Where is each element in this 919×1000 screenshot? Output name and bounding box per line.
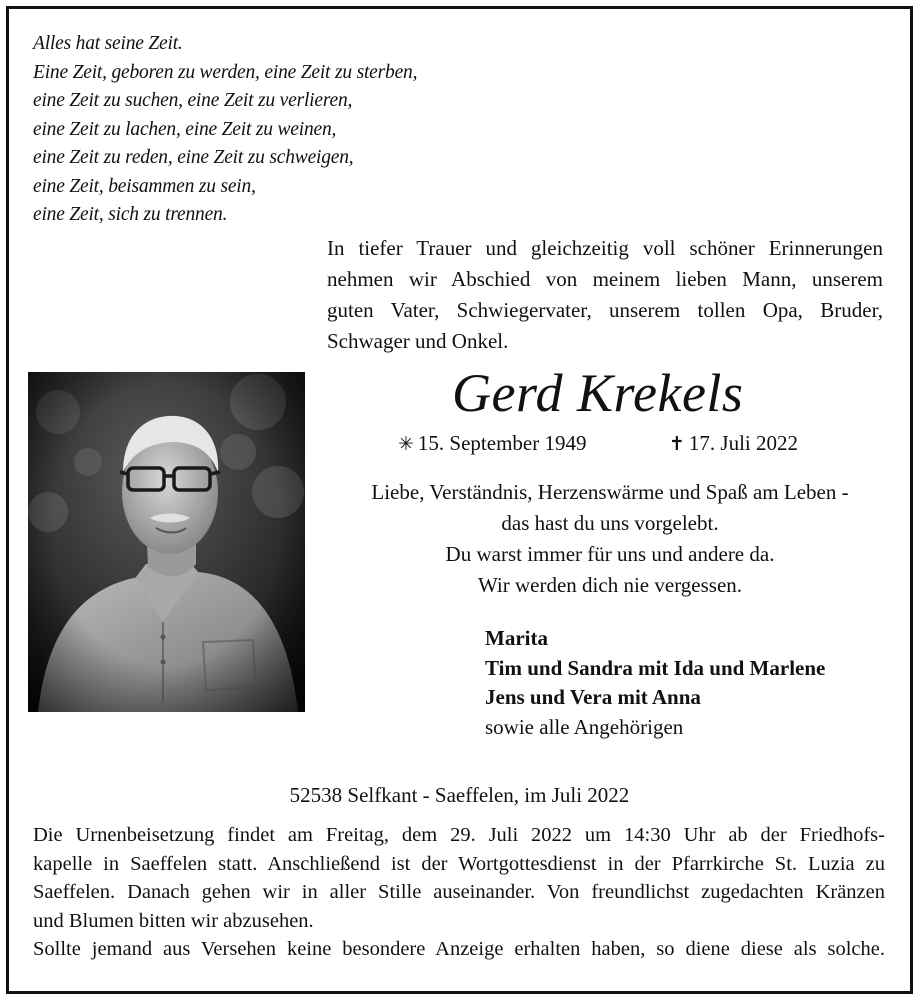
- life-dates: [398, 428, 799, 459]
- family-signatures: [485, 624, 825, 742]
- place-date: 52538 Selfkant - Saeffelen, im Juli 2022: [289, 783, 630, 807]
- intro-line: Schwager und Onkel.: [327, 329, 509, 353]
- verse-line: das hast du uns vorgelebt.: [501, 511, 719, 535]
- intro-line: In tiefer Trauer und gleichzeitig voll schöner Erinnerungen: [327, 236, 883, 260]
- family-member-line: Jens und Vera mit Anna: [485, 685, 701, 709]
- birth-date-text: 15. September 1949: [417, 431, 587, 455]
- death-date: [669, 428, 798, 459]
- poem-line: Alles hat seine Zeit.: [33, 33, 183, 54]
- info-line: Sollte jemand aus Versehen keine besondere Anzeige erhalten haben, so diene diese als solche.: [33, 938, 885, 960]
- deceased-name: Gerd Krekels: [452, 363, 744, 423]
- portrait-photo: [28, 372, 305, 712]
- intro-text: [327, 233, 883, 357]
- verse-line: Du warst immer für uns und andere da.: [445, 542, 775, 566]
- poem-line: eine Zeit zu lachen, eine Zeit zu weinen,: [33, 118, 337, 140]
- funeral-info: [33, 821, 885, 964]
- family-member-line: Tim und Sandra mit Ida und Marlene: [485, 655, 826, 680]
- verse-line: Wir werden dich nie vergessen.: [477, 573, 743, 597]
- info-line: Die Urnenbeisetzung findet am Freitag, dem 29. Juli 2022 um 14:30 Uhr ab der Friedhofs-: [33, 824, 885, 846]
- family-others: sowie alle Angehörigen: [485, 714, 684, 739]
- poem: [33, 30, 417, 230]
- death-date-text: 17. Juli 2022: [688, 431, 799, 455]
- info-line: und Blumen bitten wir abzusehen.: [33, 909, 314, 932]
- poem-line: eine Zeit zu suchen, eine Zeit zu verlieren,: [33, 90, 353, 111]
- poem-line: eine Zeit, sich zu trennen.: [33, 204, 228, 225]
- birth-star-icon: ✳: [398, 433, 414, 455]
- verse-line: Liebe, Verständnis, Herzenswärme und Spaß am Leben -: [371, 480, 849, 504]
- intro-line: guten Vater, Schwiegervater, unserem tollen Opa, Bruder,: [327, 298, 883, 322]
- poem-line: eine Zeit zu reden, eine Zeit zu schweigen,: [33, 147, 354, 168]
- birth-date: [398, 428, 586, 459]
- intro-line: nehmen wir Abschied von meinem lieben Mann, unserem: [327, 267, 883, 291]
- poem-line: Eine Zeit, geboren zu werden, eine Zeit zu sterben,: [33, 61, 418, 83]
- info-line: Saeffelen. Danach gehen wir in aller Stille auseinander. Von freundlichst zugedachten Kränzen: [33, 881, 885, 903]
- cross-icon: ✝: [669, 433, 685, 455]
- poem-line: eine Zeit, beisammen zu sein,: [33, 175, 256, 197]
- portrait-illustration: [28, 372, 305, 712]
- info-line: kapelle in Saeffelen statt. Anschließend ist der Wortgottesdienst in der Pfarrkirche St. Luzia zu: [33, 852, 885, 875]
- family-member-line: Marita: [485, 626, 548, 650]
- memorial-verse: [320, 477, 900, 601]
